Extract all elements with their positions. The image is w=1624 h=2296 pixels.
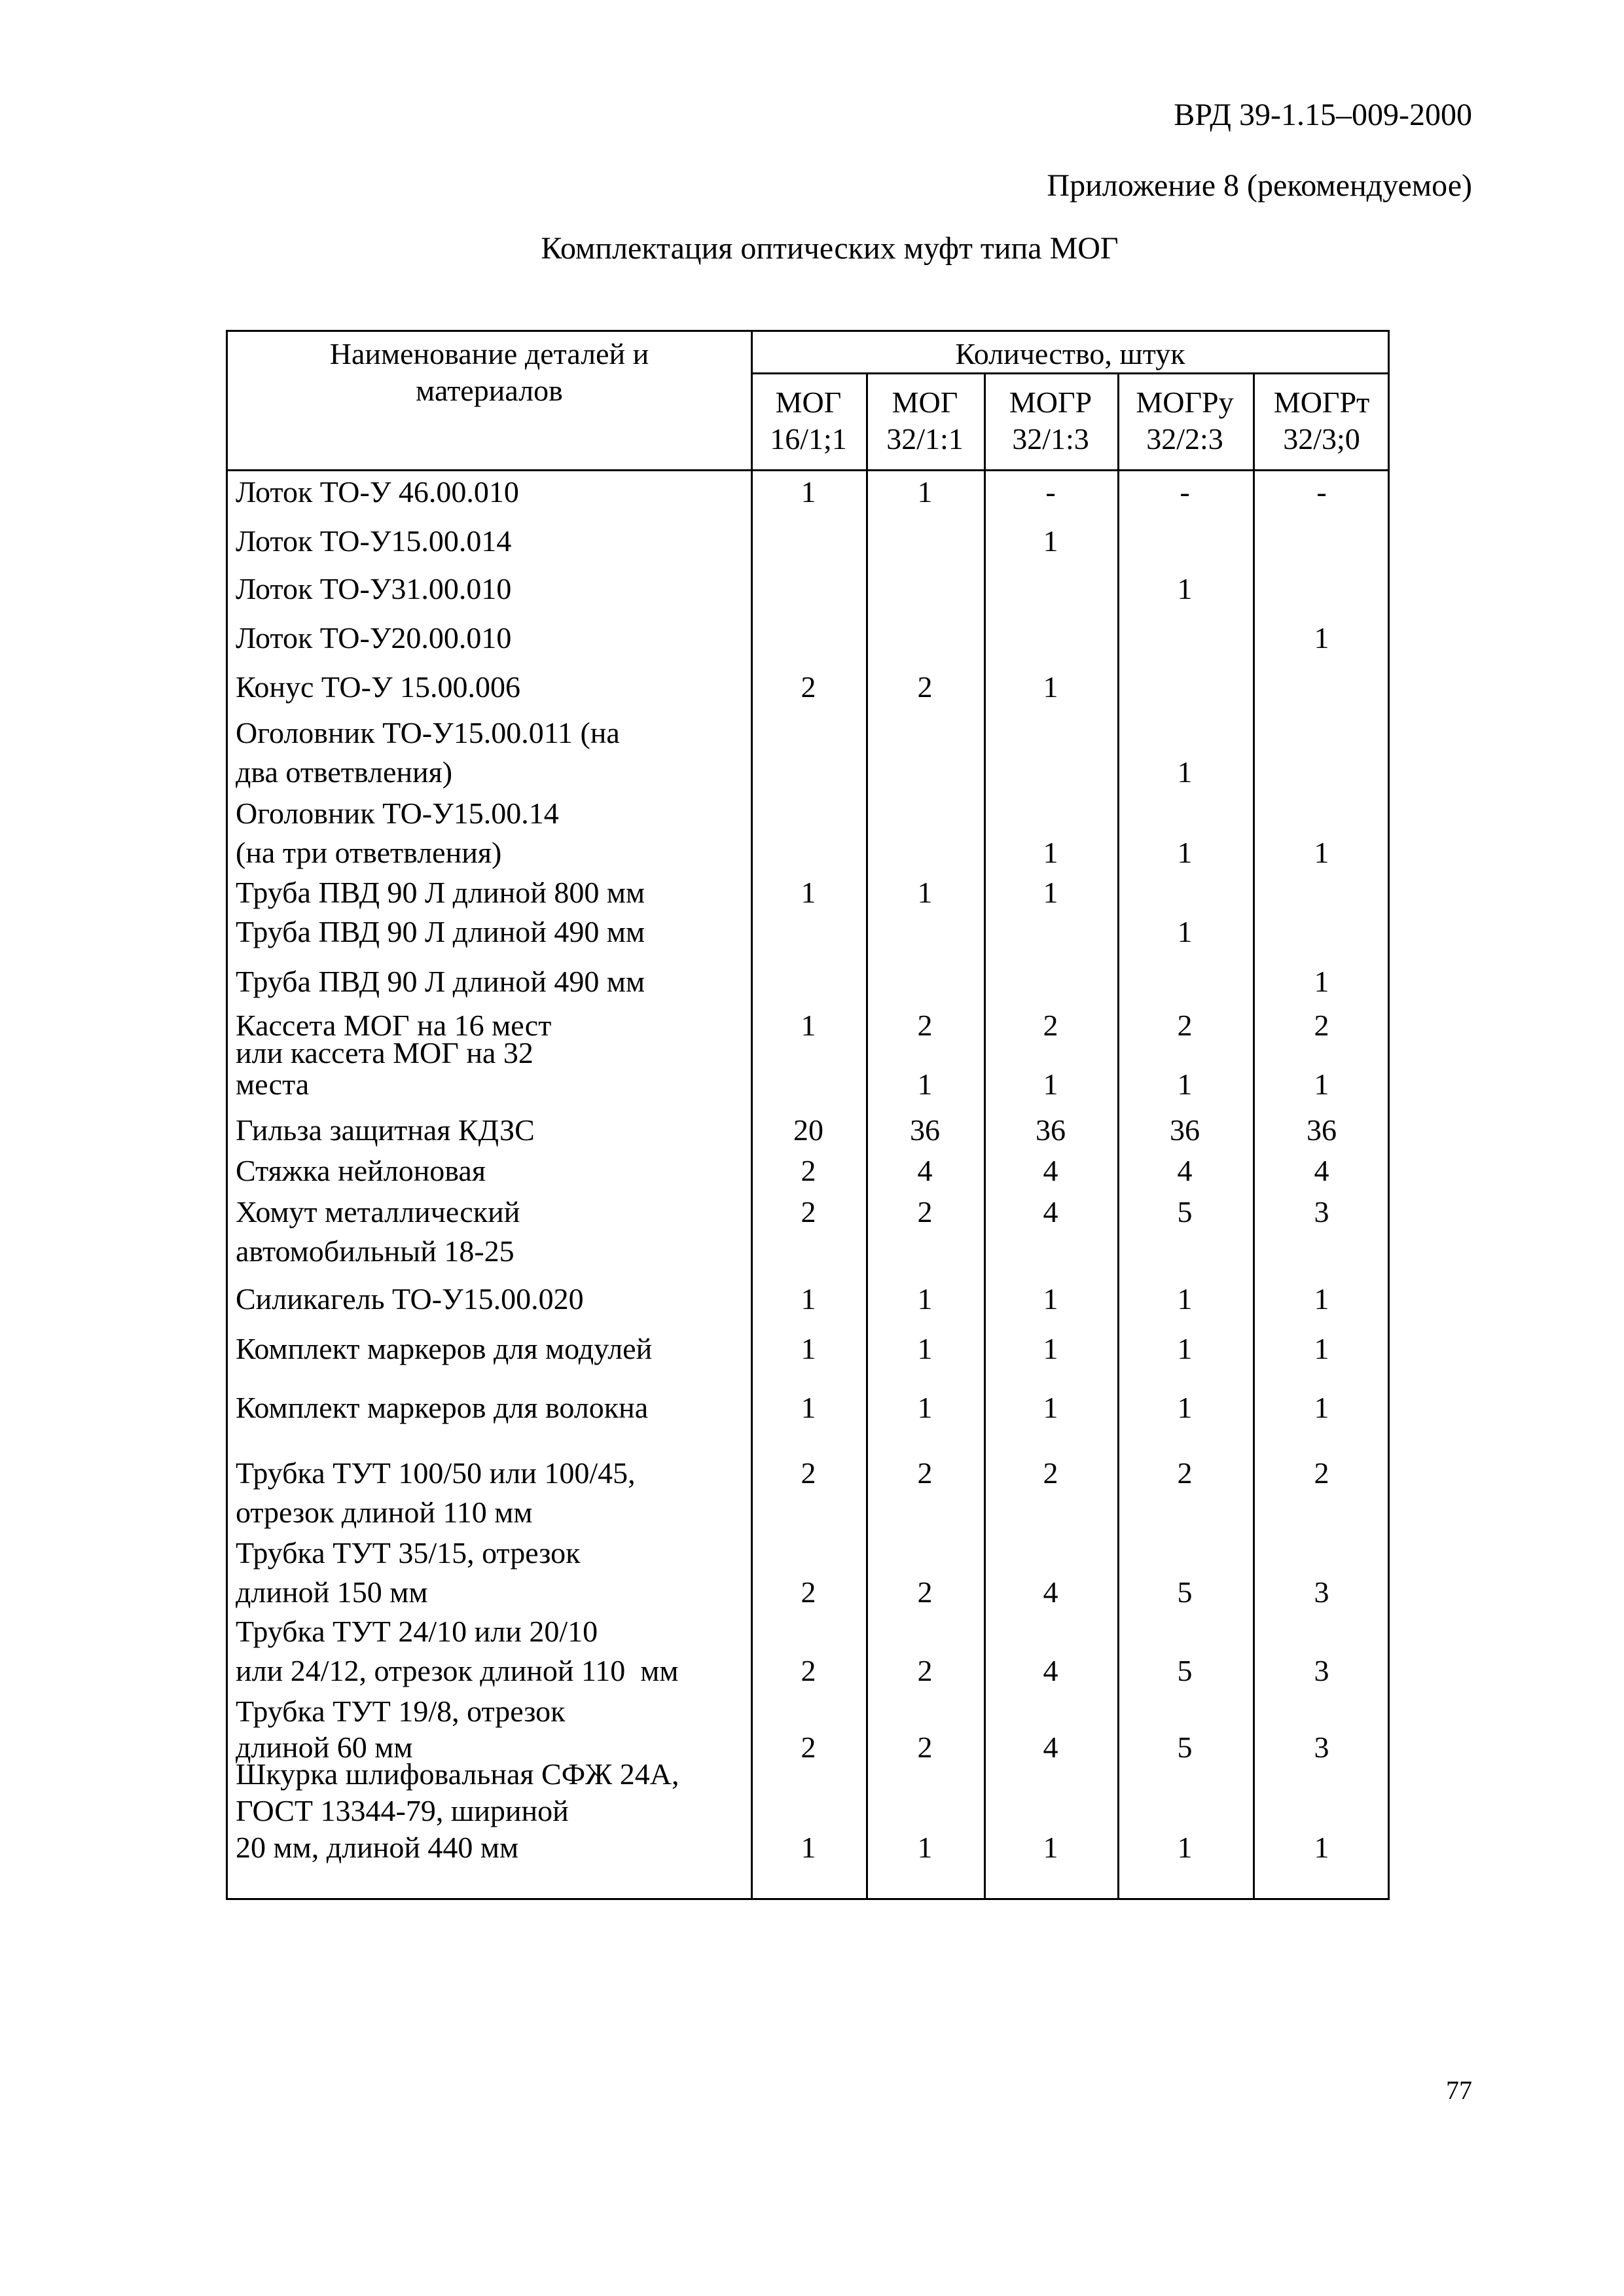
col-divider [984, 372, 986, 1898]
quantity-cell: 2 [1314, 1456, 1329, 1490]
column-header-type: МОГР [1009, 386, 1092, 419]
item-name: Лоток ТО-У15.00.014 [236, 524, 512, 558]
quantity-cell: 5 [1177, 1195, 1193, 1229]
item-name: длиной 150 мм [236, 1575, 428, 1609]
quantity-cell: 4 [1043, 1195, 1058, 1229]
quantity-cell: 4 [1314, 1154, 1329, 1187]
quantity-cell: 2 [801, 1154, 816, 1187]
column-header [866, 384, 984, 457]
quantity-cell: 4 [1043, 1575, 1058, 1609]
quantity-cell: 1 [1314, 621, 1329, 655]
quantity-cell: 2 [801, 1456, 816, 1490]
name-column-header [228, 336, 751, 409]
item-name: Труба ПВД 90 Л длиной 490 мм [236, 915, 645, 948]
quantity-cell: 1 [1043, 1391, 1058, 1424]
col-divider [866, 372, 868, 1898]
quantity-cell: 36 [1036, 1113, 1066, 1147]
quantity-cell: 2 [917, 1456, 933, 1490]
item-name: или кассета МОГ на 32 [236, 1036, 533, 1069]
quantity-cell: 1 [917, 1332, 933, 1365]
item-name: места [236, 1067, 310, 1101]
quantity-cell: 2 [917, 1195, 933, 1229]
quantity-cell: 1 [1043, 876, 1058, 909]
quantity-cell: 2 [917, 1654, 933, 1687]
quantity-cell: 1 [1177, 836, 1193, 869]
quantity-cell: - [1180, 475, 1190, 509]
item-name: ГОСТ 13344-79, шириной [236, 1794, 569, 1827]
column-header-type: МОГРу [1136, 386, 1234, 419]
quantity-cell: 1 [1177, 1332, 1193, 1365]
header-divider [751, 372, 1388, 374]
quantity-cell: 1 [1177, 915, 1193, 948]
item-name: два ответвления) [236, 755, 453, 789]
item-name: Комплект маркеров для волокна [236, 1391, 649, 1424]
item-name: (на три ответвления) [236, 836, 502, 869]
page-number: 77 [1446, 2075, 1472, 2105]
item-name: Лоток ТО-У 46.00.010 [236, 475, 519, 509]
item-name: Конус ТО-У 15.00.006 [236, 670, 521, 704]
quantity-cell: 1 [1043, 524, 1058, 558]
quantity-cell: - [1316, 475, 1327, 509]
quantity-cell: 2 [917, 1009, 933, 1042]
quantity-cell: 1 [1043, 1332, 1058, 1365]
appendix-label: Приложение 8 (рекомендуемое) [1047, 168, 1472, 203]
quantity-cell: 36 [1170, 1113, 1200, 1147]
column-header-type: МОГРт [1273, 386, 1370, 419]
quantity-cell: 20 [793, 1113, 823, 1147]
quantity-cell: 1 [801, 1831, 816, 1864]
quantity-cell: 2 [917, 1731, 933, 1764]
item-name: Трубка ТУТ 100/50 или 100/45, [236, 1456, 636, 1490]
item-name: Лоток ТО-У31.00.010 [236, 572, 512, 605]
name-header-line: Наименование деталей и [329, 337, 649, 370]
quantity-cell: 1 [1043, 1831, 1058, 1864]
quantity-cell: 1 [1043, 1282, 1058, 1316]
page-title: Комплектация оптических муфт типа МОГ [541, 231, 1119, 266]
quantity-cell: 4 [1043, 1654, 1058, 1687]
column-header [751, 384, 866, 457]
quantity-cell: 2 [917, 670, 933, 704]
column-header-type: МОГ [892, 386, 958, 419]
item-name: Труба ПВД 90 Л длиной 490 мм [236, 965, 645, 998]
quantity-cell: 1 [1314, 1282, 1329, 1316]
quantity-header: Количество, штук [955, 337, 1185, 370]
quantity-cell: 3 [1314, 1654, 1329, 1687]
quantity-cell: 1 [801, 1282, 816, 1316]
quantity-cell: 1 [1043, 836, 1058, 869]
quantity-cell: 1 [917, 475, 933, 509]
quantity-cell: 1 [1177, 1391, 1193, 1424]
quantity-cell: 1 [917, 1067, 933, 1101]
quantity-cell: 4 [917, 1154, 933, 1187]
document-code: ВРД 39-1.15–009-2000 [1174, 98, 1472, 132]
quantity-cell: 2 [1314, 1009, 1329, 1042]
name-header-line: материалов [416, 374, 563, 407]
quantity-cell: 2 [1177, 1456, 1193, 1490]
item-name: Шкурка шлифовальная СФЖ 24А, [236, 1757, 679, 1791]
item-name: автомобильный 18-25 [236, 1234, 514, 1268]
item-name: Кассета МОГ на 16 мест [236, 1009, 552, 1042]
quantity-cell: 2 [801, 670, 816, 704]
column-header [1117, 384, 1253, 457]
col-divider [1117, 372, 1119, 1898]
item-name: Оголовник ТО-У15.00.011 (на [236, 716, 620, 749]
item-name: Гильза защитная КДЗС [236, 1113, 535, 1147]
column-header-config: 32/1:1 [886, 422, 964, 456]
quantity-cell: 2 [1043, 1456, 1058, 1490]
quantity-cell: 5 [1177, 1731, 1193, 1764]
quantity-cell: 1 [801, 1332, 816, 1365]
quantity-cell: 1 [801, 876, 816, 909]
quantity-cell: 3 [1314, 1575, 1329, 1609]
quantity-cell: 2 [1177, 1009, 1193, 1042]
quantity-cell: 2 [801, 1195, 816, 1229]
quantity-cell: 36 [1307, 1113, 1337, 1147]
quantity-cell: 3 [1314, 1195, 1329, 1229]
quantity-cell: 2 [801, 1731, 816, 1764]
quantity-cell: 5 [1177, 1654, 1193, 1687]
quantity-cell: 1 [1177, 1067, 1193, 1101]
column-header-config: 32/1:3 [1012, 422, 1089, 456]
item-name: длиной 60 мм [236, 1731, 413, 1764]
quantity-cell: 2 [1043, 1009, 1058, 1042]
quantity-cell: 1 [1177, 572, 1193, 605]
quantity-cell: 1 [801, 1009, 816, 1042]
quantity-cell: 1 [1314, 836, 1329, 869]
item-name: Комплект маркеров для модулей [236, 1332, 653, 1365]
item-name: Оголовник ТО-У15.00.14 [236, 797, 559, 830]
quantity-cell: 2 [801, 1654, 816, 1687]
column-header [984, 384, 1117, 457]
column-header-type: МОГ [775, 386, 842, 419]
item-name: Лоток ТО-У20.00.010 [236, 621, 512, 655]
column-header-config: 16/1;1 [770, 422, 847, 456]
column-header [1254, 384, 1390, 457]
item-name: Хомут металлический [236, 1195, 520, 1229]
quantity-cell: 1 [1314, 1831, 1329, 1864]
quantity-cell: 1 [1177, 755, 1193, 789]
quantity-cell: 1 [1043, 1067, 1058, 1101]
item-name: или 24/12, отрезок длиной 110 мм [236, 1654, 679, 1687]
item-name: Трубка ТУТ 19/8, отрезок [236, 1695, 566, 1728]
equipment-table [226, 330, 1390, 1900]
quantity-cell: 4 [1043, 1154, 1058, 1187]
quantity-cell: 36 [910, 1113, 940, 1147]
item-name: 20 мм, длиной 440 мм [236, 1831, 519, 1864]
item-name: Трубка ТУТ 35/15, отрезок [236, 1536, 581, 1570]
quantity-cell: 1 [1314, 1391, 1329, 1424]
quantity-cell: 1 [1043, 670, 1058, 704]
quantity-cell: 1 [917, 1391, 933, 1424]
quantity-cell: 1 [917, 1282, 933, 1316]
column-header-config: 32/2:3 [1146, 422, 1223, 456]
item-name: Трубка ТУТ 24/10 или 20/10 [236, 1615, 598, 1648]
quantity-cell: 4 [1177, 1154, 1193, 1187]
quantity-cell: 3 [1314, 1731, 1329, 1764]
col-divider [1253, 372, 1255, 1898]
quantity-cell: 1 [801, 1391, 816, 1424]
quantity-cell: 1 [917, 1831, 933, 1864]
item-name: отрезок длиной 110 мм [236, 1496, 533, 1529]
quantity-cell: 1 [801, 475, 816, 509]
column-header-config: 32/3;0 [1283, 422, 1360, 456]
quantity-cell: 1 [1177, 1831, 1193, 1864]
quantity-cell: 1 [917, 876, 933, 909]
header-bottom-line [228, 469, 1388, 471]
quantity-cell: 4 [1043, 1731, 1058, 1764]
item-name: Силикагель ТО-У15.00.020 [236, 1282, 584, 1316]
item-name: Труба ПВД 90 Л длиной 800 мм [236, 876, 645, 909]
quantity-cell: 5 [1177, 1575, 1193, 1609]
quantity-cell: 1 [1177, 1282, 1193, 1316]
quantity-cell: 1 [1314, 1067, 1329, 1101]
quantity-cell: - [1045, 475, 1056, 509]
col-divider [751, 332, 753, 1898]
quantity-cell: 2 [917, 1575, 933, 1609]
quantity-cell: 2 [801, 1575, 816, 1609]
item-name: Стяжка нейлоновая [236, 1154, 486, 1187]
quantity-cell: 1 [1314, 1332, 1329, 1365]
quantity-cell: 1 [1314, 965, 1329, 998]
